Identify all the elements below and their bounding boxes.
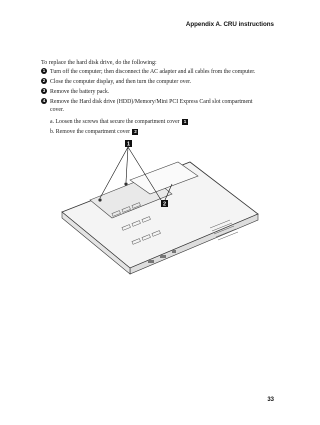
substep-b — [50, 129, 138, 135]
step-text-continued: cover. — [50, 107, 65, 113]
step-number: 3 — [42, 88, 46, 93]
substep-text: b. Remove the compartment cover — [50, 129, 131, 135]
step-3 — [41, 88, 274, 96]
page-number: 33 — [267, 397, 274, 403]
step-2 — [41, 78, 274, 86]
step-text: Remove the battery pack. — [50, 89, 110, 95]
step-text: Remove the Hard disk drive (HDD)/Memory/Mini PCI Express Card slot compartment — [50, 99, 253, 105]
substep-text: a. Loosen the screws that secure the compartment cover — [50, 119, 180, 125]
substep-a — [50, 119, 188, 125]
page-header: Appendix A. CRU instructions — [185, 21, 274, 28]
step-text: Close the computer display, and then turn the computer over. — [50, 79, 192, 85]
step-number: 4 — [42, 98, 46, 103]
intro-text: To replace the hard disk drive, do the following: — [41, 60, 157, 66]
step-text: Turn off the computer; then disconnect the AC adapter and all cables from the computer. — [50, 69, 256, 75]
callout-badge: 2 — [134, 129, 137, 134]
step-4 — [41, 98, 274, 114]
step-number: 2 — [42, 78, 46, 83]
callout-badge: 1 — [183, 119, 187, 124]
callout-1-label: 1 — [126, 141, 131, 148]
laptop-underside-illustration — [60, 140, 260, 280]
step-1 — [41, 68, 274, 76]
step-number: 1 — [42, 68, 46, 73]
callout-2-label: 2 — [162, 201, 167, 208]
